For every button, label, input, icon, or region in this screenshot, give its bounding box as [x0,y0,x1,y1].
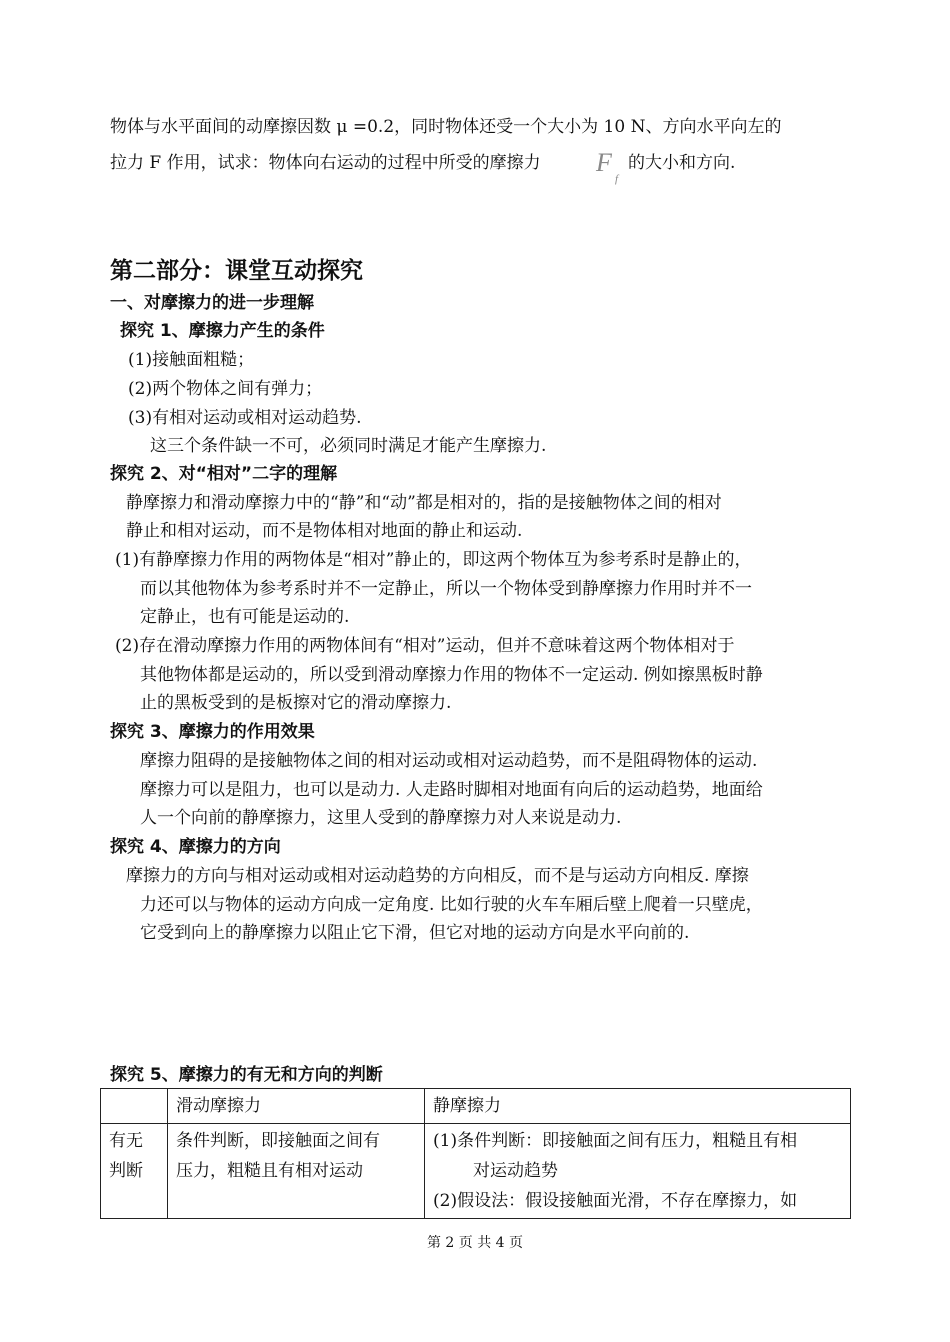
intro-line-2a: 拉力 F 作用，试求：物体向右运动的过程中所受的摩擦力 [110,153,541,173]
table-header-static: 静摩擦力 [425,1089,851,1124]
explore3-title: 探究 3、摩擦力的作用效果 [110,722,315,742]
explore1-item-1: (1)接触面粗糙； [128,350,255,370]
sliding-line-1: 条件判断，即接触面之间有 [176,1131,380,1151]
explore2-line-8: 止的黑板受到的是板擦对它的滑动摩擦力. [140,693,452,713]
intro-line-1: 物体与水平面间的动摩擦因数 μ =0.2，同时物体还受一个大小为 10 N、方向水平向左的 [110,117,782,137]
explore4-line-1: 摩擦力的方向与相对运动或相对运动趋势的方向相反，而不是与运动方向相反. 摩擦 [126,866,749,886]
friction-force-symbol: F [596,148,612,177]
explore4-line-3: 它受到向上的静摩擦力以阻止它下滑，但它对地的运动方向是水平向前的. [140,923,690,943]
explore4-line-2: 力还可以与物体的运动方向成一定角度. 比如行驶的火车车厢后壁上爬着一只壁虎， [140,895,763,915]
explore2-line-4: 而以其他物体为参考系时并不一定静止，所以一个物体受到静摩擦力作用时并不一 [140,579,752,599]
section1-title: 一、对摩擦力的进一步理解 [110,293,314,313]
row-label-line-2: 判断 [109,1161,143,1181]
explore2-line-7: 其他物体都是运动的，所以受到滑动摩擦力作用的物体不一定运动. 例如擦黑板时静 [140,665,763,685]
explore2-line-2: 静止和相对运动，而不是物体相对地面的静止和运动. [126,521,523,541]
explore5-title: 探究 5、摩擦力的有无和方向的判断 [110,1065,383,1085]
explore1-title: 探究 1、摩擦力产生的条件 [120,321,325,341]
table-cell-static [425,1124,851,1219]
row-label-line-1: 有无 [109,1131,143,1151]
static-line-1: (1)条件判断：即接触面之间有压力，粗糙且有相 [433,1131,798,1151]
table-row [101,1124,851,1219]
page-footer: 第 2 页 共 4 页 [426,1235,524,1251]
explore4-title: 探究 4、摩擦力的方向 [110,837,281,857]
explore1-item-3: (3)有相对运动或相对运动趋势. [128,408,362,428]
explore3-line-2: 摩擦力可以是阻力，也可以是动力. 人走路时脚相对地面有向后的运动趋势，地面给 [140,780,763,800]
part2-title: 第二部分：课堂互动探究 [110,258,363,284]
static-line-3: (2)假设法：假设接触面光滑，不存在摩擦力，如 [433,1191,798,1211]
explore1-note: 这三个条件缺一不可，必须同时满足才能产生摩擦力. [150,436,547,456]
explore2-line-1: 静摩擦力和滑动摩擦力中的“静”和“动”都是相对的，指的是接触物体之间的相对 [126,493,722,513]
table-row-label [101,1124,168,1219]
explore2-title: 探究 2、对“相对”二字的理解 [110,464,338,484]
friction-force-subscript: f [615,173,619,185]
explore3-line-3: 人一个向前的静摩擦力，这里人受到的静摩擦力对人来说是动力. [140,808,622,828]
explore2-line-5: 定静止，也有可能是运动的. [140,607,350,627]
intro-line-2b: 的大小和方向. [628,153,736,173]
sliding-line-2: 压力，粗糙且有相对运动 [176,1161,363,1181]
table-header-row [101,1089,851,1124]
explore2-line-3: (1)有静摩擦力作用的两物体是“相对”静止的，即这两个物体互为参考系时是静止的， [115,550,752,570]
explore3-line-1: 摩擦力阻碍的是接触物体之间的相对运动或相对运动趋势，而不是阻碍物体的运动. [140,751,758,771]
table-header-empty [101,1089,168,1124]
explore1-item-2: (2)两个物体之间有弹力； [128,379,323,399]
table-header-sliding: 滑动摩擦力 [168,1089,425,1124]
friction-judgment-table [100,1088,851,1219]
table-cell-sliding [168,1124,425,1219]
explore2-line-6: (2)存在滑动摩擦力作用的两物体间有“相对”运动，但并不意味着这两个物体相对于 [115,636,735,656]
static-line-2: 对运动趋势 [473,1161,558,1181]
